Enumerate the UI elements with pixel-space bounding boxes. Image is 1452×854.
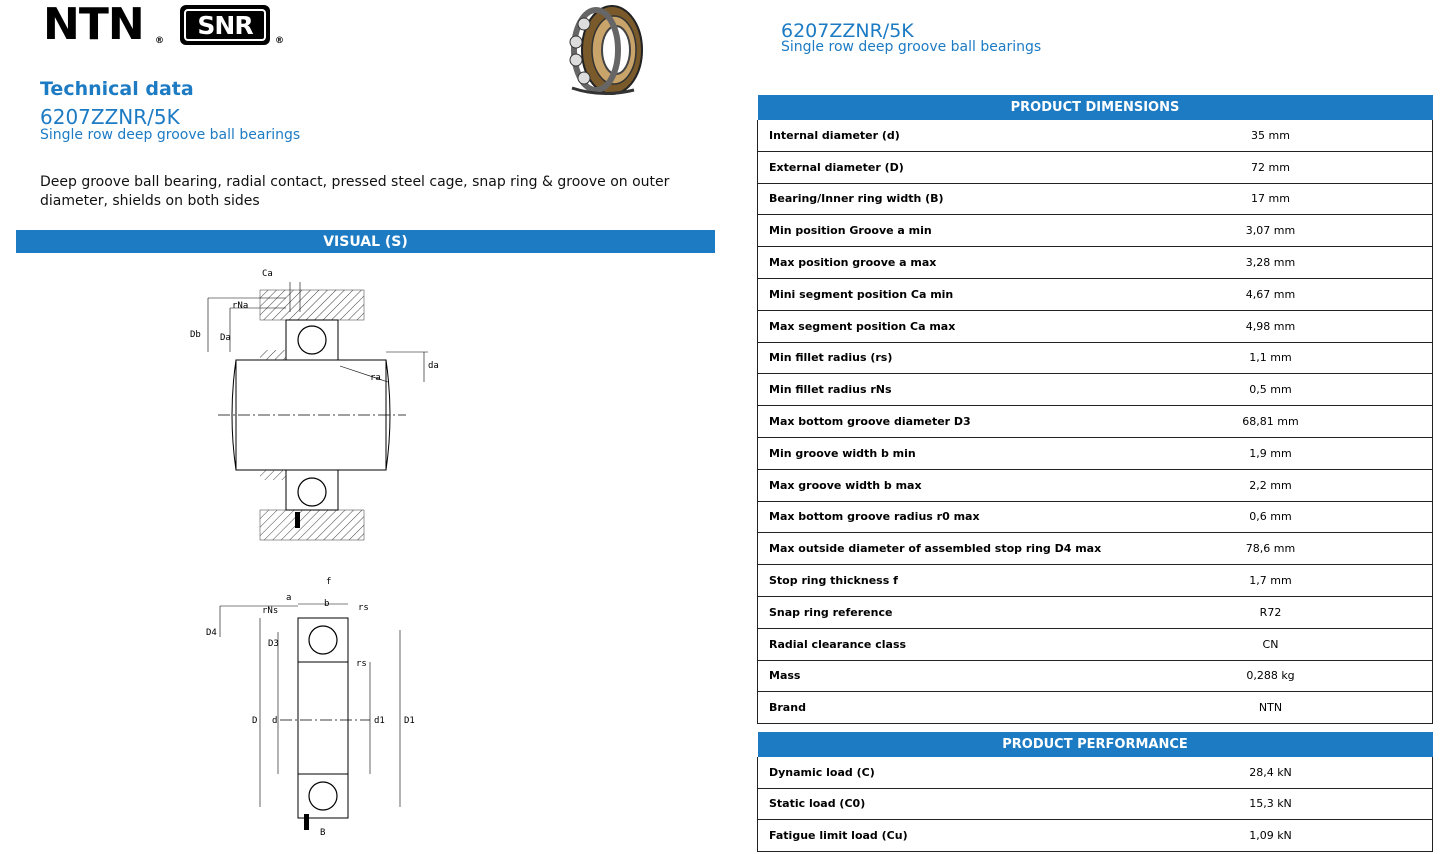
table-row [758,215,1433,247]
label-outer-d: D [252,716,258,726]
row-value: 0,5 mm [1189,374,1433,406]
row-value: 0,6 mm [1189,501,1433,533]
row-value: 1,7 mm [1189,565,1433,597]
row-value: 3,07 mm [1189,215,1433,247]
table-row [758,120,1433,151]
performance-table [757,732,1433,852]
dimensions-table [757,95,1433,724]
snr-logo-text: SNR [184,9,266,41]
table-row [758,788,1433,820]
row-value: 2,2 mm [1189,469,1433,501]
label-d1: d1 [374,716,385,726]
row-label: Brand [758,692,1190,724]
dimensions-body [758,120,1433,724]
row-value: 3,28 mm [1189,247,1433,279]
table-row [758,247,1433,279]
ntn-logo: NTN [43,0,144,50]
table-row [758,374,1433,406]
table-row [758,406,1433,438]
row-label: Max outside diameter of assembled stop ring D4 max [758,533,1190,565]
row-value: 1,09 kN [1189,820,1433,852]
row-label: Min position Groove a min [758,215,1190,247]
row-label: Bearing/Inner ring width (B) [758,183,1190,215]
label-a: a [286,593,292,603]
row-value: 0,288 kg [1189,660,1433,692]
label-width-b: B [320,828,326,838]
label-da-shaft: da [428,361,439,371]
row-label: Max position groove a max [758,247,1190,279]
row-label: Internal diameter (d) [758,120,1190,151]
label-ra: ra [370,373,381,383]
dimension-drawing [206,577,415,838]
row-value: 1,1 mm [1189,342,1433,374]
product-subtitle-right: Single row deep groove ball bearings [781,39,1042,55]
row-label: Radial clearance class [758,628,1190,660]
product-reference: 6207ZZNR/5K [40,105,180,129]
label-rs-top: rs [358,603,369,613]
table-row [758,692,1433,724]
label-d3: D3 [268,639,279,649]
table-row [758,437,1433,469]
table-row [758,565,1433,597]
table-row [758,342,1433,374]
row-value: 72 mm [1189,151,1433,183]
row-label: Min fillet radius (rs) [758,342,1190,374]
label-da: Da [220,333,231,343]
row-label: Min fillet radius rNs [758,374,1190,406]
label-d4: D4 [206,628,217,638]
row-value: 68,81 mm [1189,406,1433,438]
label-inner-d: d [272,716,278,726]
table-row [758,628,1433,660]
bearing-product-image [562,2,648,98]
mounting-drawing [190,269,439,540]
snr-registered-mark: ® [275,36,284,46]
row-label: Max segment position Ca max [758,310,1190,342]
row-label: Fatigue limit load (Cu) [758,820,1190,852]
table-row [758,469,1433,501]
table-row [758,310,1433,342]
row-label: Min groove width b min [758,437,1190,469]
table-row [758,820,1433,852]
row-value: NTN [1189,692,1433,724]
row-label: Snap ring reference [758,596,1190,628]
table-row [758,151,1433,183]
ntn-registered-mark: ® [155,36,164,46]
row-label: Max groove width b max [758,469,1190,501]
table-row [758,501,1433,533]
row-label: Max bottom groove diameter D3 [758,406,1190,438]
row-label: Dynamic load (C) [758,757,1190,788]
performance-header: PRODUCT PERFORMANCE [758,732,1433,757]
row-value: 4,98 mm [1189,310,1433,342]
dimensions-header: PRODUCT DIMENSIONS [758,95,1433,120]
label-db: Db [190,330,201,340]
label-rns: rNs [262,606,279,616]
row-label: Mass [758,660,1190,692]
table-row [758,660,1433,692]
table-row [758,278,1433,310]
row-label: Stop ring thickness f [758,565,1190,597]
label-d1-outer: D1 [404,716,415,726]
row-value: 1,9 mm [1189,437,1433,469]
label-rs-side: rs [356,659,367,669]
table-row [758,757,1433,788]
row-value: 78,6 mm [1189,533,1433,565]
row-label: Max bottom groove radius r0 max [758,501,1190,533]
table-row [758,533,1433,565]
row-value: R72 [1189,596,1433,628]
label-rna: rNa [232,301,249,311]
product-description: Deep groove ball bearing, radial contact, pressed steel cage, snap ring & groove on outer diameter, shields on both sides [40,174,670,209]
visual-section-header: VISUAL (S) [16,230,715,253]
label-b: b [324,599,330,609]
row-value: 35 mm [1189,120,1433,151]
row-value: CN [1189,628,1433,660]
row-value: 17 mm [1189,183,1433,215]
row-value: 15,3 kN [1189,788,1433,820]
technical-drawing [160,262,460,847]
label-ca: Ca [262,269,273,279]
row-label: Mini segment position Ca min [758,278,1190,310]
snr-logo [180,5,270,45]
row-label: Static load (C0) [758,788,1190,820]
row-value: 4,67 mm [1189,278,1433,310]
row-value: 28,4 kN [1189,757,1433,788]
row-label: External diameter (D) [758,151,1190,183]
product-reference-right: 6207ZZNR/5K [781,20,914,42]
table-row [758,183,1433,215]
section-title: Technical data [40,78,194,100]
label-f: f [326,577,332,587]
product-subtitle: Single row deep groove ball bearings [40,127,301,143]
table-row [758,596,1433,628]
performance-body [758,757,1433,851]
